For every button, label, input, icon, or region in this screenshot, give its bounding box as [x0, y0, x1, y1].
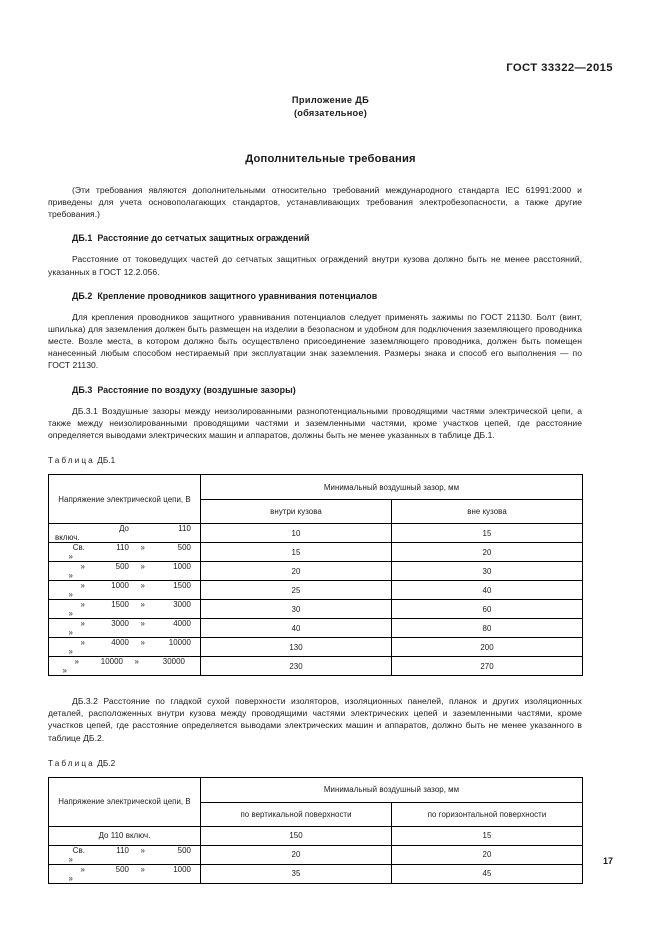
table1-value-outside: 40: [392, 581, 583, 600]
section-heading-db2: [48, 290, 582, 302]
table1-value-outside: 80: [392, 619, 583, 638]
table2-voltage-cell: До 110 включ.: [49, 826, 201, 845]
section-body-db2: Для крепления проводников защитного уравнивания потенциалов следует применять зажимы по ГОСТ 21130. Болт (винт, шпилька) для заземления должен быть размещен на изделии в безопасном и удобном для подключения заземляющего проводника месте. Возле места, в котором должно быть осуществлено присоединение заземляющего проводника, должен быть помещен нанесенный любым способом нестираемый при эксплуатации знак заземления. Размеры знака и способ его выполнения — по ГОСТ 21130.: [48, 311, 582, 371]
table2-value-vertical: 35: [201, 864, 392, 883]
table-row: [49, 581, 583, 600]
page-number: 17: [602, 856, 613, 866]
table-row: [49, 845, 583, 864]
table-db2: [48, 777, 583, 884]
table-row: [49, 524, 583, 543]
table1-voltage-cell: До 110включ.: [49, 524, 201, 543]
table1-voltage-cell: » 500 » 1000»: [49, 562, 201, 581]
table-row: [49, 638, 583, 657]
section-heading-db3: [48, 384, 582, 396]
table1-value-inside: 15: [201, 543, 392, 562]
table1-value-inside: 230: [201, 657, 392, 676]
section-number-db1: ДБ.1: [72, 233, 93, 244]
table1-voltage-cell: » 1500 » 3000»: [49, 600, 201, 619]
table1-voltage-cell: » 4000 » 10000»: [49, 638, 201, 657]
table2-caption: [48, 759, 582, 768]
table-row: [49, 864, 583, 883]
table1-voltage-cell: » 1000 » 1500»: [49, 581, 201, 600]
table2-col-group: Минимальный воздушный зазор, мм: [201, 777, 583, 802]
table1-caption: [48, 456, 582, 465]
section-body-db31: ДБ.3.1 Воздушные зазоры между неизолированными разнопотенциальными проводящими частями электрической цепи, а также между неизолированными проводящими частями и заземленными частями, кроме участков цепей, где расстояние определяется выводами электрических машин и аппаратов, должны быть не менее указанных в таблице ДБ.1.: [48, 405, 582, 440]
table-row: [49, 600, 583, 619]
intro-paragraph: (Эти требования являются дополнительными относительно требований международного стандарта IEC 61991:2000 и приведены для учета основополагающих стандартов, устанавливающих требования электробезопасности, а также другие требования.): [48, 185, 582, 220]
table1-voltage-cell: Св. 110 » 500»: [49, 543, 201, 562]
table1-caption-id: ДБ.1: [97, 456, 116, 466]
section-number-db3: ДБ.3: [72, 384, 93, 395]
table1-header-row-1: [49, 475, 583, 500]
section-number-db2: ДБ.2: [72, 290, 93, 301]
table2-col-sub1: по вертикальной поверхности: [201, 802, 392, 826]
table2-voltage-cell: Св. 110 » 500»: [49, 845, 201, 864]
table-row: [49, 619, 583, 638]
annex-subtitle: (обязательное): [293, 108, 368, 118]
table1-caption-prefix: Таблица: [48, 456, 95, 466]
table-row: [49, 826, 583, 845]
page-title: Дополнительные требования: [245, 153, 416, 165]
table2-voltage-cell: » 500 » 1000»: [49, 864, 201, 883]
table1-col-group: Минимальный воздушный зазор, мм: [201, 475, 583, 500]
running-head-standard-id: ГОСТ 33322—2015: [506, 62, 613, 74]
table2-value-vertical: 20: [201, 845, 392, 864]
paragraph-db32: ДБ.3.2 Расстояние по гладкой сухой поверхности изоляторов, изоляционных панелей, планок и других изоляционных деталей, расположенных внутри кузова между проводящими частями электрических цепей и заземленными частями, кроме участков цепей, где расстояние определяется выводами электрических машин и аппаратов, должно быть не менее указанного в таблице ДБ.2.: [48, 696, 582, 743]
table-row: [49, 543, 583, 562]
table2-value-horizontal: 45: [392, 864, 583, 883]
table-row: [49, 657, 583, 676]
table1-voltage-cell: » 10000 » 30000»: [49, 657, 201, 676]
table2-col-voltage: Напряжение электрической цепи, В: [49, 777, 201, 826]
annex-caption: [0, 95, 661, 118]
table1-value-outside: 30: [392, 562, 583, 581]
table2-value-vertical: 150: [201, 826, 392, 845]
table1-value-inside: 25: [201, 581, 392, 600]
table1-value-inside: 130: [201, 638, 392, 657]
table-row: [49, 562, 583, 581]
table1-value-inside: 30: [201, 600, 392, 619]
table1-value-outside: 15: [392, 524, 583, 543]
table1-value-outside: 20: [392, 543, 583, 562]
document-body: [48, 184, 582, 884]
table2-value-horizontal: 20: [392, 845, 583, 864]
annex-title: Приложение ДБ: [291, 95, 370, 105]
table1-voltage-cell: » 3000 » 4000»: [49, 619, 201, 638]
table1-col-voltage: Напряжение электрической цепи, В: [49, 475, 201, 524]
table1-value-inside: 20: [201, 562, 392, 581]
section-title-db2: Крепление проводников защитного уравнивания потенциалов: [97, 290, 378, 301]
table-db1: [48, 474, 583, 676]
section-title-db1: Расстояние до сетчатых защитных ограждений: [97, 233, 310, 244]
table1-col-sub2: вне кузова: [392, 500, 583, 524]
table1-value-outside: 60: [392, 600, 583, 619]
table1-value-outside: 200: [392, 638, 583, 657]
table1-value-inside: 40: [201, 619, 392, 638]
table1-value-inside: 10: [201, 524, 392, 543]
section-title-db3: Расстояние по воздуху (воздушные зазоры): [97, 384, 296, 395]
table1-value-outside: 270: [392, 657, 583, 676]
table2-header-row-1: [49, 777, 583, 802]
table2-value-horizontal: 15: [392, 826, 583, 845]
table2-caption-id: ДБ.2: [97, 758, 116, 768]
section-body-db1: Расстояние от токоведущих частей до сетчатых защитных ограждений внутри кузова должно быть не менее расстояний, указанных в ГОСТ 12.2.056.: [48, 254, 582, 277]
table2-col-sub2: по горизонтальной поверхности: [392, 802, 583, 826]
table1-col-sub1: внутри кузова: [201, 500, 392, 524]
table2-caption-prefix: Таблица: [48, 758, 95, 768]
section-heading-db1: [48, 232, 582, 244]
